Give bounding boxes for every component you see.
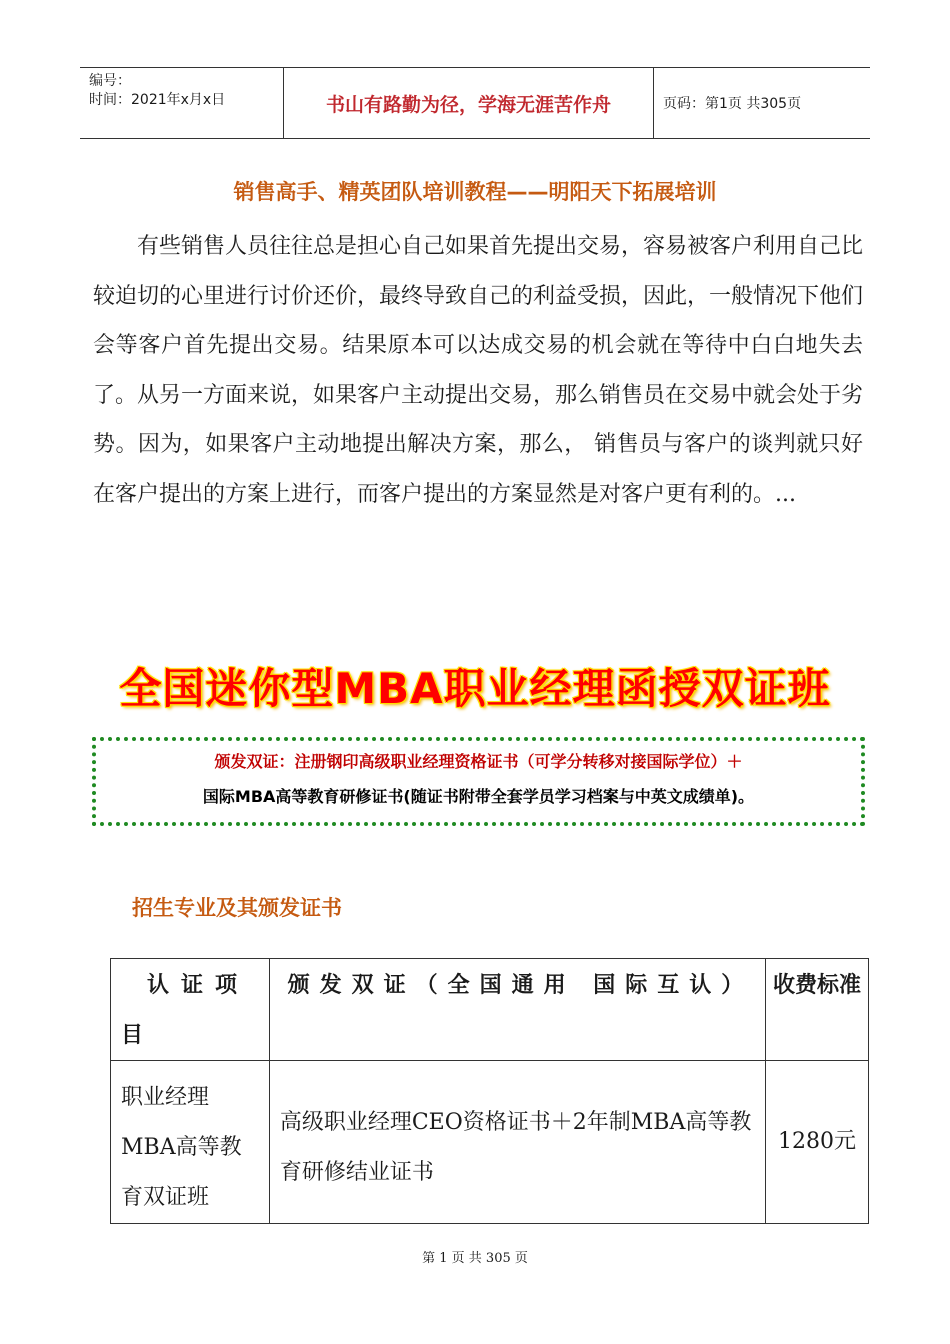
page-header bbox=[80, 67, 870, 139]
table-row bbox=[111, 1061, 869, 1224]
certificate-box bbox=[92, 737, 865, 826]
time-label: 时间：2021年x月x日 bbox=[89, 92, 226, 108]
table-cell: 高级职业经理CEO资格证书＋2年制MBA高等教育研修结业证书 bbox=[269, 1061, 765, 1224]
certificate-line-1: 颁发双证：注册钢印高级职业经理资格证书（可学分转移对接国际学位）＋ bbox=[214, 752, 743, 771]
table-header-cell: 认证项目 bbox=[111, 959, 270, 1061]
section-title: 招生专业及其颁发证书 bbox=[132, 896, 342, 920]
certificate-table bbox=[110, 958, 869, 1224]
number-label: 编号： bbox=[89, 73, 131, 89]
page-footer: 第 1 页 共 305 页 bbox=[422, 1251, 528, 1266]
header-page-info: 页码：第1页 共305页 bbox=[663, 96, 802, 112]
body-paragraph: 有些销售人员往往总是担心自己如果首先提出交易，容易被客户利用自己比较迫切的心里进行讨价还价，最终导致自己的利益受损，因此，一般情况下他们会等客户首先提出交易。结果原本可以达成交易的机会就在等待中白白地失去了。从另一方面来说，如果客户主动提出交易，那么销售员在交易中就会处于劣势。因为，如果客户主动地提出解决方案，那么， 销售员与客户的谈判就只好在客户提出的方案上进行，而客户提出的方案显然是对客户更有利的。... bbox=[93, 234, 864, 507]
promo-banner: 全国迷你型MBA职业经理函授双证班 bbox=[119, 664, 831, 713]
table-header-cell: 颁发双证（全国通用 国际互认） bbox=[269, 959, 765, 1061]
table-cell: 职业经理MBA高等教育双证班 bbox=[111, 1061, 270, 1224]
header-meta bbox=[80, 68, 283, 138]
table-header-cell: 收费标准 bbox=[766, 959, 869, 1061]
header-motto: 书山有路勤为径，学海无涯苦作舟 bbox=[283, 68, 654, 138]
table-header-row bbox=[111, 959, 869, 1061]
certificate-line-2: 国际MBA高等教育研修证书(随证书附带全套学员学习档案与中英文成绩单)。 bbox=[202, 787, 755, 806]
table-cell: 1280元 bbox=[766, 1061, 869, 1224]
body-text bbox=[93, 222, 863, 519]
document-title: 销售高手、精英团队培训教程——明阳天下拓展培训 bbox=[233, 180, 717, 204]
